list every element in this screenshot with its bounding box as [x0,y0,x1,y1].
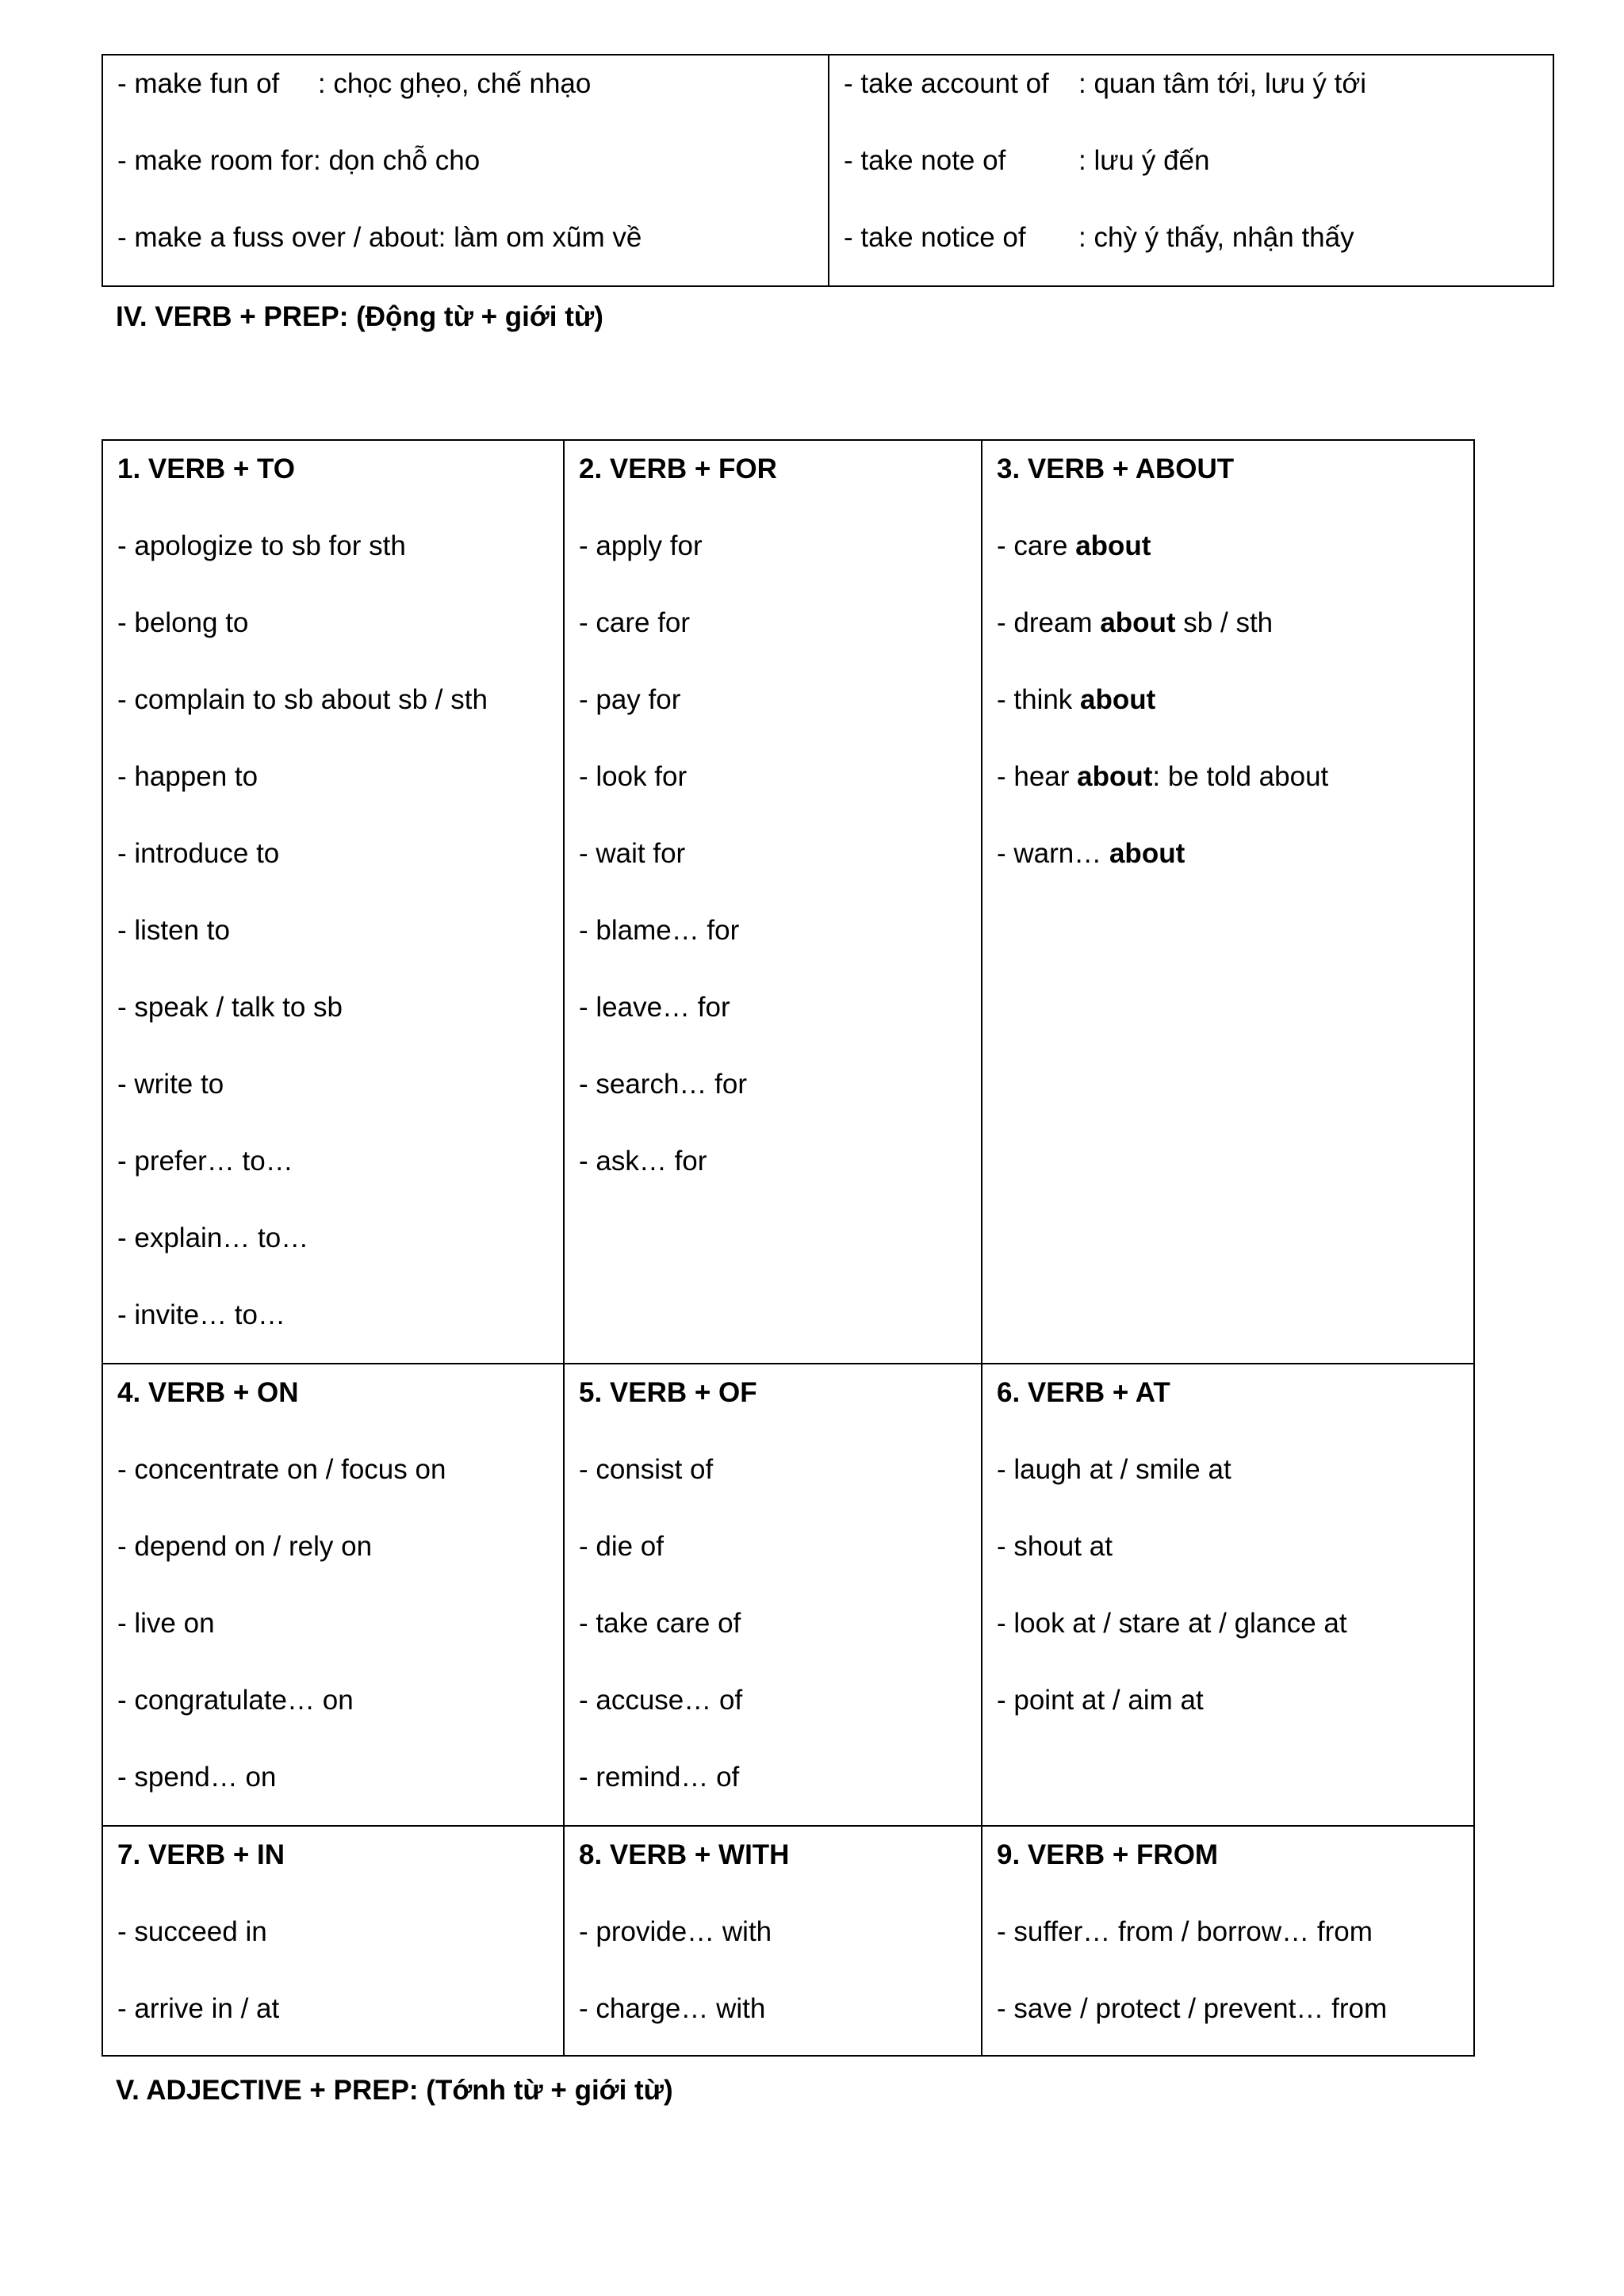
group-title: 8. VERB + WITH [579,1839,790,1870]
group-title: 1. VERB + TO [117,453,296,484]
list-item: - prefer… to… [117,1146,293,1177]
list-item: - live on [117,1608,215,1639]
group-verb-about [982,441,1475,1363]
verb-prep-table [102,439,1475,2057]
group-verb-to [103,441,563,1363]
list-item: - complain to sb about sb / sth [117,684,488,715]
list-item: - die of [579,1531,664,1562]
list-item: - dream about sb / sth [997,607,1274,638]
group-title: 5. VERB + OF [579,1377,757,1408]
group-title: 2. VERB + FOR [579,453,777,484]
expression-meaning: : chỳ ý thấy, nhận thấy [1078,222,1354,253]
list-item: - wait for [579,838,686,869]
group-title: 6. VERB + AT [997,1377,1170,1408]
list-item: - point at / aim at [997,1685,1204,1716]
list-item: - belong to [117,607,249,638]
expression-row [117,68,591,100]
list-item: - introduce to [117,838,280,869]
list-item: - ask… for [579,1146,707,1177]
list-item: - provide… with [579,1916,772,1947]
list-item: - invite… to… [117,1299,285,1330]
expression-term: - take account of [844,68,1049,99]
make-expressions-column [103,55,829,285]
list-item: - warn… about [997,838,1185,869]
group-title: 4. VERB + ON [117,1377,299,1408]
group-title: 7. VERB + IN [117,1839,285,1870]
list-item: - write to [117,1069,224,1100]
group-verb-of [565,1364,981,1825]
expression-row [844,145,1209,177]
list-item: - look at / stare at / glance at [997,1608,1347,1639]
take-expressions-column [829,55,1553,285]
group-verb-with [565,1827,981,2057]
list-item: - blame… for [579,915,740,946]
emphasized-preposition: about [1080,684,1156,715]
group-verb-for [565,441,981,1363]
expression-row [117,145,480,177]
expressions-table [102,54,1554,287]
list-item: - think about [997,684,1156,715]
group-title: 3. VERB + ABOUT [997,453,1235,484]
group-verb-on [103,1364,563,1825]
expression-term: - take note of [844,145,1006,176]
list-item: - congratulate… on [117,1685,354,1716]
list-item: - spend… on [117,1762,277,1793]
expression-meaning: : chọc ghẹo, chế nhạo [317,68,592,99]
list-item: - concentrate on / focus on [117,1454,446,1485]
list-item: - look for [579,761,688,792]
expression-meaning: : làm om xũm về [438,222,642,253]
list-item: - listen to [117,915,230,946]
expression-row [117,222,642,254]
emphasized-preposition: about [1077,761,1153,792]
list-item: - hear about: be told about [997,761,1329,792]
expression-row [844,68,1366,100]
expression-meaning: : quan tâm tới, lưu ý tới [1078,68,1367,99]
section-v-heading: V. ADJECTIVE + PREP: (Tớnh từ + giới từ) [116,2075,673,2106]
section-iv-heading: IV. VERB + PREP: (Động từ + giới từ) [116,301,603,332]
list-item: - leave… for [579,992,730,1023]
list-item: - apply for [579,530,703,561]
list-item: - pay for [579,684,681,715]
expression-meaning: : lưu ý đến [1078,145,1210,176]
list-item: - arrive in / at [117,1993,280,2024]
emphasized-preposition: about [1109,838,1185,869]
emphasized-preposition: about [1100,607,1176,638]
list-item: - accuse… of [579,1685,743,1716]
list-item: - depend on / rely on [117,1531,373,1562]
group-verb-from [982,1827,1475,2057]
expression-meaning: : dọn chỗ cho [313,145,481,176]
list-item: - charge… with [579,1993,766,2024]
list-item: - shout at [997,1531,1113,1562]
list-item: - happen to [117,761,259,792]
expression-term: - make room for [117,145,313,176]
list-item: - save / protect / prevent… from [997,1993,1388,2024]
group-verb-at [982,1364,1475,1825]
expression-term: - make fun of [117,68,280,99]
list-item: - succeed in [117,1916,267,1947]
list-item: - explain… to… [117,1223,309,1253]
list-item: - care about [997,530,1151,561]
list-item: - consist of [579,1454,714,1485]
list-item: - speak / talk to sb [117,992,343,1023]
list-item: - search… for [579,1069,747,1100]
list-item: - suffer… from / borrow… from [997,1916,1373,1947]
group-title: 9. VERB + FROM [997,1839,1219,1870]
expression-row [844,222,1354,254]
list-item: - remind… of [579,1762,740,1793]
list-item: - laugh at / smile at [997,1454,1231,1485]
list-item: - take care of [579,1608,741,1639]
group-verb-in [103,1827,563,2057]
expression-term: - take notice of [844,222,1026,253]
list-item: - apologize to sb for sth [117,530,406,561]
expression-term: - make a fuss over / about [117,222,439,253]
list-item: - care for [579,607,691,638]
emphasized-preposition: about [1075,530,1151,561]
